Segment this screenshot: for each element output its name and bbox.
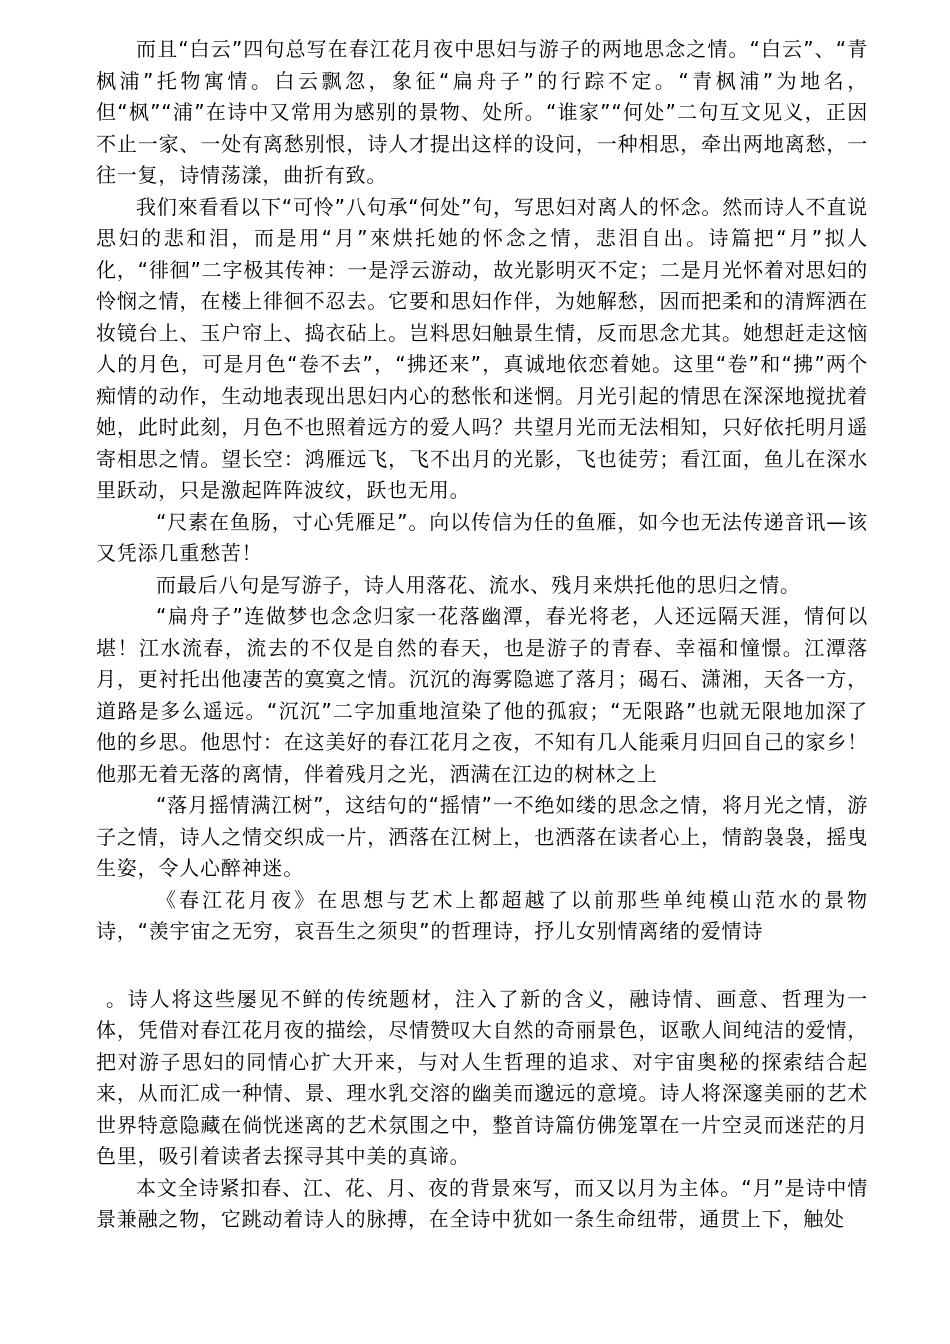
paragraph-4: 而最后八句是写游子，诗人用落花、流水、残月来烘托他的思归之情。: [156, 572, 801, 597]
paragraph-gap: [96, 948, 868, 984]
paragraph-9: 本文全诗紧扣春、江、花、月、夜的背景來写，而又以月为主体。“月”是诗中情景兼融之物，它跳动着诗人的脉搏，在全诗中犹如一条生命纽带，通贯上下，触处: [96, 1175, 868, 1231]
paragraph-5: “扁舟子”连做梦也念念归家一花落幽潭，春光将老，人还远隔天涯，情何以堪！江水流春，流去的不仅是自然的春天，也是游子的青春、幸福和憧憬。江潭落月，更衬托出他凄苦的寞寞之情。沉沉的海雾隐遮了落月；碣石、潇湘，天各一方，道路是多么遥远。“沉沉”二字加重地渲染了他的孤寂；“无限路”也就无限地加深了他的乡思。他思忖：在这美好的春江花月之夜，不知有几人能乘月归回自己的家乡！他那无着无落的离情，伴着残月之光，洒满在江边的树林之上: [96, 604, 868, 786]
paragraph-6: “落月摇情满江树”，这结句的“摇情”一不绝如缕的思念之情，将月光之情，游子之情，诗人之情交织成一片，洒落在江树上，也洒落在读者心上，情韵袅袅，摇曳生姿，令人心醉神迷。: [96, 793, 868, 880]
paragraph-2: 我们來看看以下“可怜”八句承“何处”句，写思妇对离人的怀念。然而诗人不直说思妇的悲和泪，而是用“月”來烘托她的怀念之情，悲泪自出。诗篇把“月”拟人化，“徘徊”二字极其传神：一是浮云游动，故光影明灭不定；二是月光怀着对思妇的怜悯之情，在楼上徘徊不忍去。它要和思妇作伴，为她解愁，因而把柔和的清辉洒在妆镜台上、玉户帘上、捣衣砧上。岂料思妇触景生情，反而思念尤其。她想赶走这恼人的月色，可是月色“卷不去”，“拂还来”，真诚地依恋着她。这里“卷”和“拂”两个痴情的动作，生动地表现出思妇内心的愁怅和迷惘。月光引起的情思在深深地搅扰着她，此时此刻，月色不也照着远方的爱人吗？共望月光而无法相知，只好依托明月遥寄相思之情。望长空：鸿雁远飞，飞不出月的光影，飞也徒劳；看江面，鱼儿在深水里跃动，只是激起阵阵波纹，跃也无用。: [96, 194, 868, 502]
paragraph-3: “尺素在鱼肠，寸心凭雁足”。向以传信为任的鱼雁，如今也无法传递音讯—该又凭添几重愁苦！: [96, 509, 868, 565]
document-page: [96, 34, 868, 1236]
paragraph-7: 《春江花月夜》在思想与艺术上都超越了以前那些单纯模山范水的景物诗，“羡宇宙之无穷，哀吾生之须臾”的哲理诗，抒儿女别情离绪的爱情诗: [96, 887, 868, 943]
paragraph-8: 。诗人将这些屡见不鲜的传统题材，注入了新的含义，融诗情、画意、哲理为一体，凭借对春江花月夜的描绘，尽情赞叹大自然的奇丽景色，讴歌人间纯洁的爱情，把对游子思妇的同情心扩大开来，与对人生哲理的追求、对宇宙奥秘的探索结合起来，从而汇成一种情、景、理水乳交溶的幽美而邈远的意境。诗人将深邃美丽的艺术世界特意隐藏在倘恍迷离的艺术氛围之中，整首诗篇仿佛笼罩在一片空灵而迷茫的月色里，吸引着读者去探寻其中美的真谛。: [96, 986, 868, 1168]
paragraph-1: 而且“白云”四句总写在春江花月夜中思妇与游子的两地思念之情。“白云”、“青枫浦”托物寓情。白云飘忽，象征“扁舟子”的行踪不定。“青枫浦”为地名，但“枫”“浦”在诗中又常用为感别的景物、处所。“谁家”“何处”二句互文见义，正因不止一家、一处有离愁别恨，诗人才提出这样的设问，一种相思，牵出两地离愁，一往一复，诗情荡漾，曲折有致。: [96, 37, 868, 187]
